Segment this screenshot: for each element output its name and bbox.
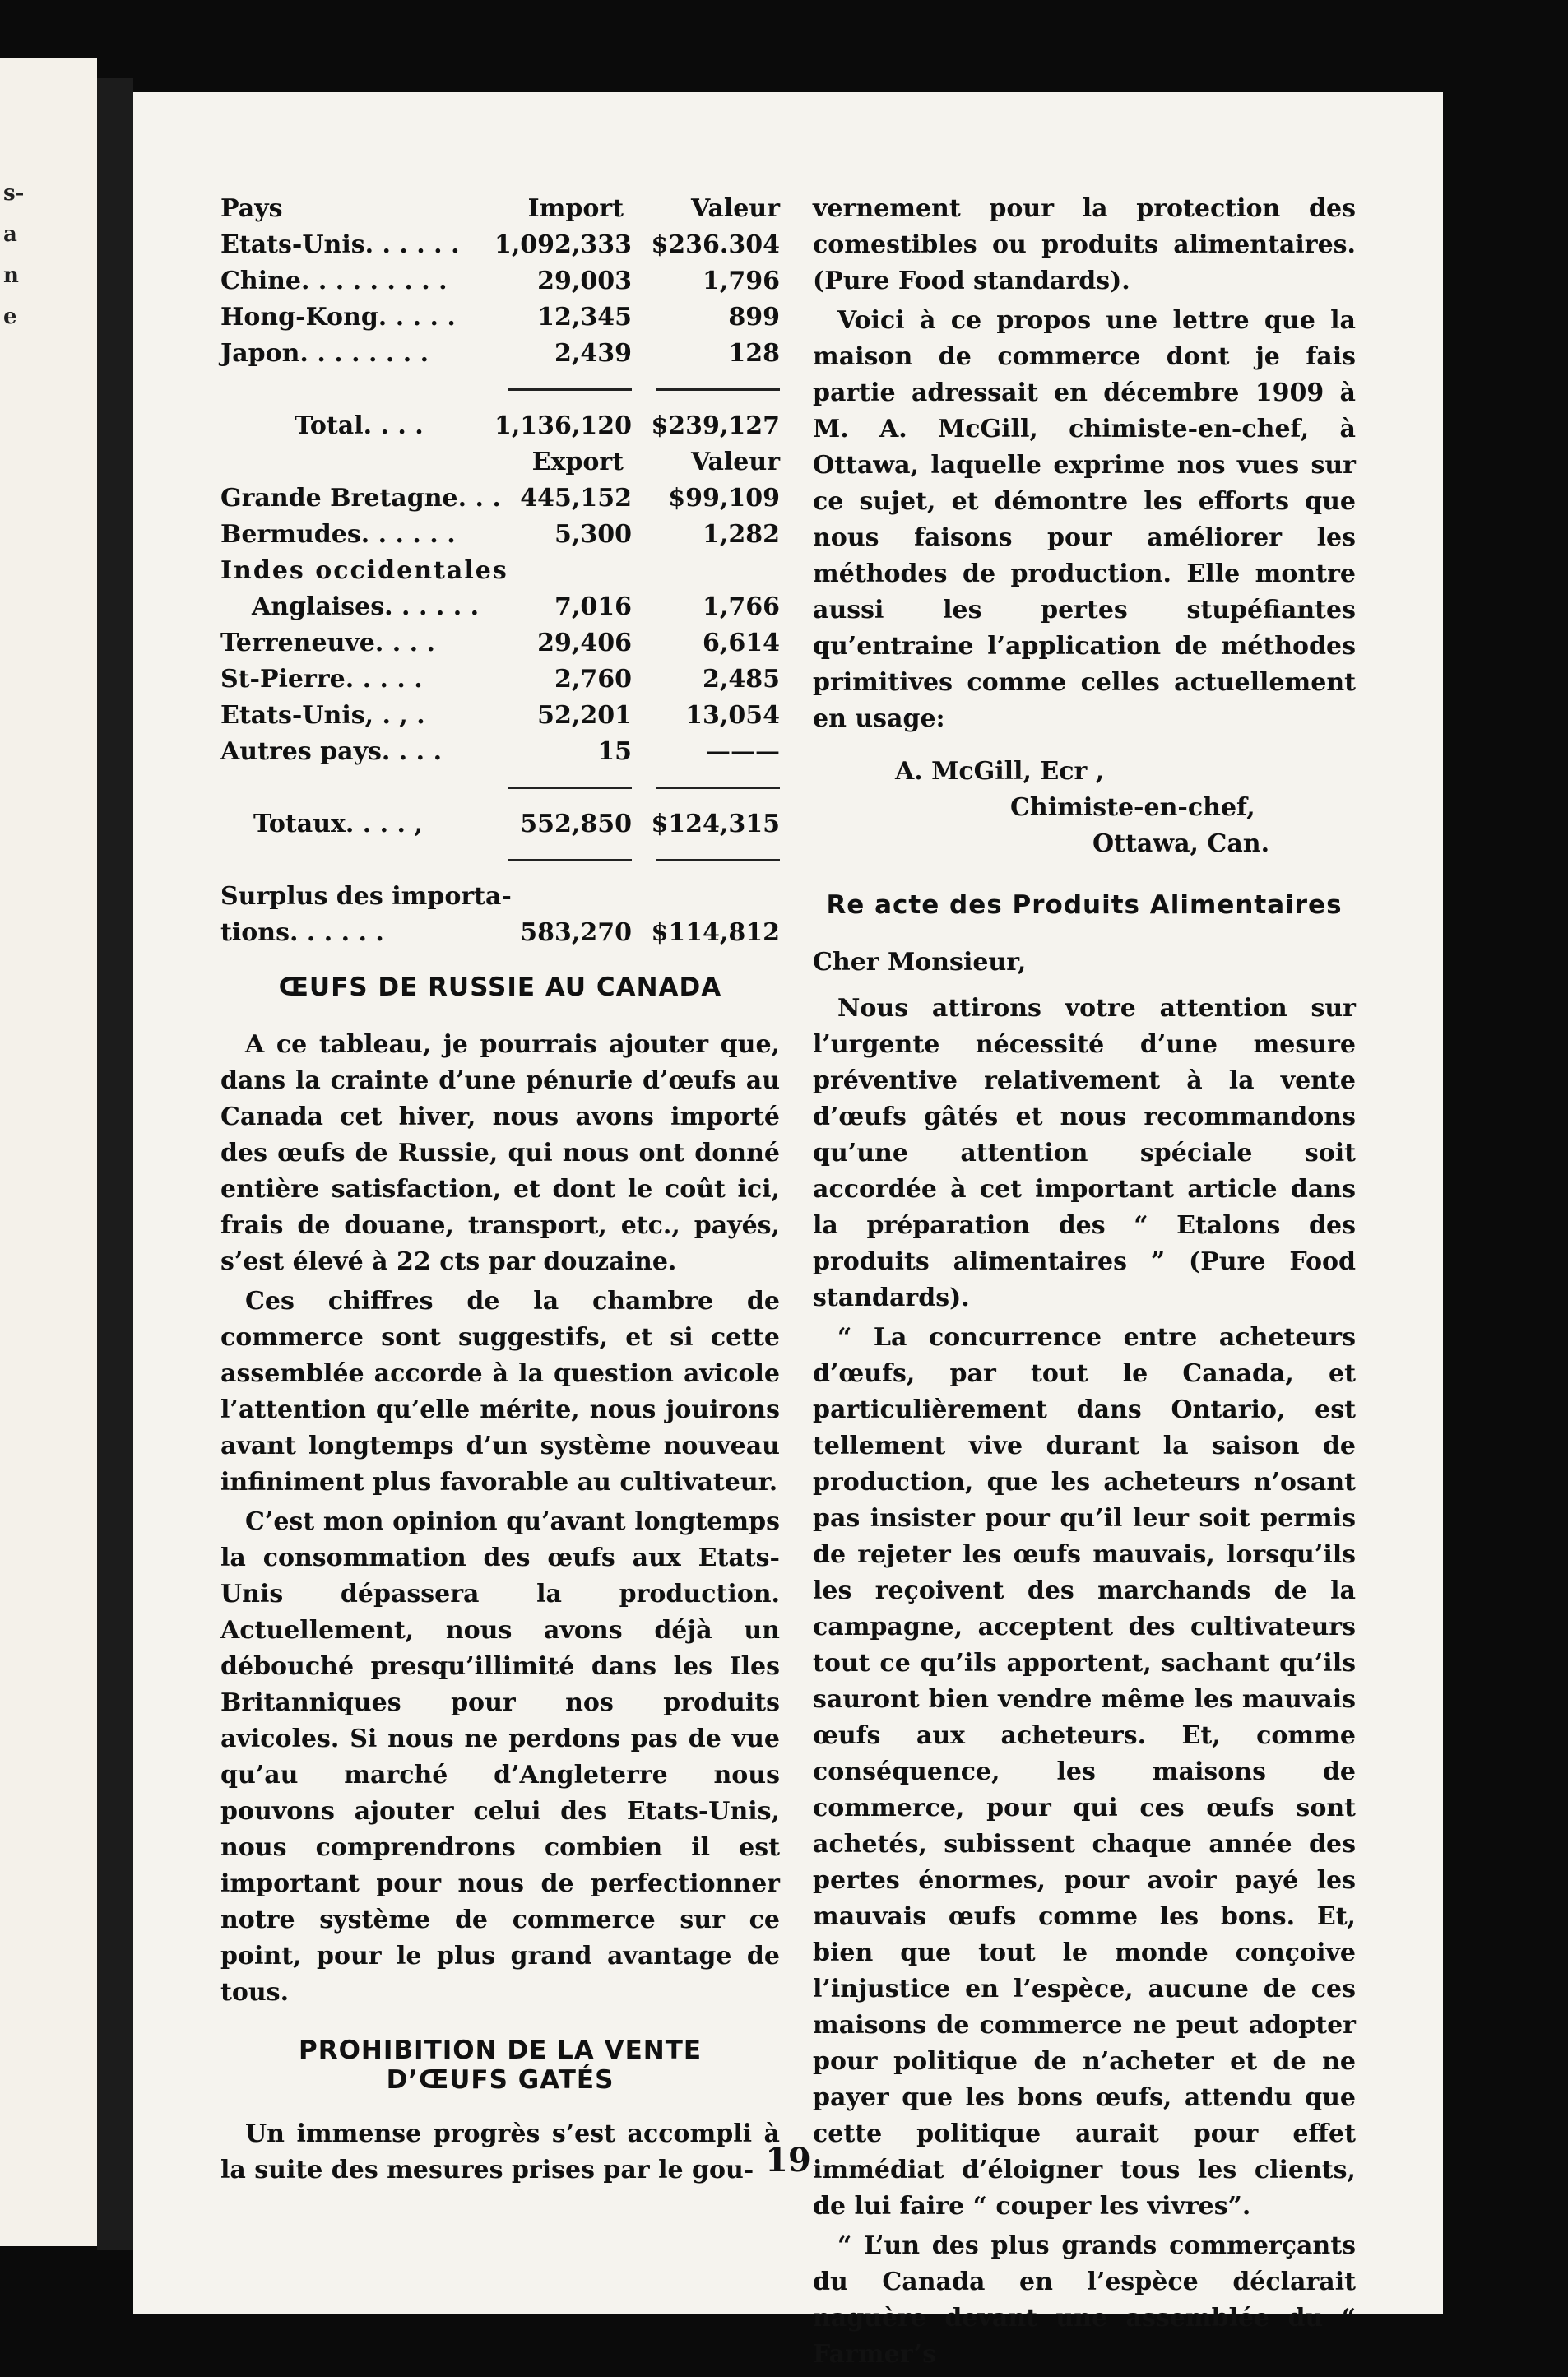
edge-char: n	[3, 263, 19, 288]
letter-address: Chimiste-en-chef,	[1010, 793, 1255, 822]
paragraph: “ La concurrence entre acheteurs d’œufs, par tout le Canada, et particulièrement dans Ontario, est tellement vive durant la saison de production, que les acheteurs n’osant pas insister pour qu’il leur soit permis de rejeter les œufs mauvais, lorsqu’ils les reçoivent des marchands de la campagne, acceptent des cultivateurs tout ce qu’ils apportent, sachant qu’ils sauront bien vendre même les mauvais œufs aux acheteurs. Et, comme conséquence, les maisons de commerce, pour qui ces œufs sont achetés, subissent chaque année des pertes énormes, pour avoir payé les mauvais œufs comme les bons. Et, bien que tout le monde conçoive l’injustice en l’espèce, aucune de ces maisons de commerce ne peut adopter pour politique de n’acheter et de ne payer que les bons œufs, attendu que cette politique aurait pour effet immédiat d’éloigner tous les clients, de lui faire “ couper les vivres”.	[813, 1323, 1356, 2221]
paragraph: Nous attirons votre attention sur l’urgente nécessité d’une mesure préventive relativement à la vente d’œufs gâtés et nous recommandons qu’une attention spéciale soit accordée à cet important article dans la préparation des “ Etalons des produits alimentaires ” (Pure Food standards).	[813, 994, 1356, 1312]
adjacent-page-edge	[0, 58, 97, 2246]
paragraph: Un immense progrès s’est accompli à la suite des mesures prises par le gou-	[220, 2119, 780, 2184]
table-rule	[508, 388, 632, 391]
row-value: 899	[728, 303, 780, 332]
row-export: 5,300	[554, 520, 632, 549]
page-number: 19	[765, 2141, 811, 2180]
edge-char: a	[3, 222, 17, 247]
row-import: 12,345	[537, 303, 632, 332]
row-export: 29,406	[537, 629, 632, 657]
header-export: Export	[531, 448, 624, 476]
surplus-value: $114,812	[651, 918, 780, 947]
edge-char: s-	[3, 181, 25, 206]
book-spine	[97, 78, 133, 2250]
document-page	[133, 92, 1443, 2369]
table-row	[220, 589, 780, 625]
section-heading: ŒUFS DE RUSSIE AU CANADA	[278, 973, 722, 1002]
table-row	[220, 698, 780, 734]
table-rule	[656, 787, 780, 789]
table-row	[220, 481, 780, 517]
paragraph: C’est mon opinion qu’avant longtemps la consommation des œufs aux Etats-Unis dépassera la production. Actuellement, nous avons déjà un débouché presqu’illimité dans les Iles Britanniques pour nos produits avicoles. Si nous ne perdons pas de vue qu’au marché d’Angleterre nous pouvons ajouter celui des Etats-Unis, nous comprendrons combien il est important pour nous de perfectionner notre système de commerce sur ce point, pour le plus grand avantage de tous.	[220, 1507, 780, 2007]
row-value: 6,614	[703, 629, 780, 657]
row-value: 1,766	[703, 592, 780, 621]
table-row	[220, 336, 780, 372]
row-import: 1,092,333	[494, 230, 632, 259]
paragraph: A ce tableau, je pourrais ajouter que, dans la crainte d’une pénurie d’œufs au Canada cet hiver, nous avons importé des œufs de Russie, qui nous ont donné entière satisfaction, et dont le coût ici, frais de douane, transport, etc., payés, s’est élevé à 22 cts par douzaine.	[220, 1030, 780, 1276]
surplus-row	[220, 879, 780, 915]
header-value: Valeur	[690, 448, 780, 476]
row-label: St-Pierre. . . . .	[220, 665, 423, 694]
row-value: 13,054	[685, 701, 780, 730]
export-header	[220, 444, 780, 481]
row-label: Chine. . . . . . . . .	[220, 267, 448, 295]
trade-table	[220, 191, 780, 951]
right-column	[813, 191, 1356, 2376]
row-label: Indes occidentales	[220, 556, 508, 585]
table-rule	[656, 388, 780, 391]
table-rule-row	[220, 372, 780, 408]
header-value: Valeur	[690, 194, 780, 223]
row-label: Grande Bretagne. . .	[220, 484, 501, 513]
table-rule-row	[220, 770, 780, 806]
total-import: 1,136,120	[494, 411, 632, 440]
header-country: Pays	[220, 194, 283, 223]
table-rule	[508, 787, 632, 789]
table-row	[220, 734, 780, 770]
row-value: 2,485	[703, 665, 780, 694]
row-value: 128	[728, 339, 780, 368]
row-export: 445,152	[520, 484, 632, 513]
total-label: Totaux. . . . ,	[253, 810, 423, 838]
table-row	[220, 517, 780, 553]
row-label: Etats-Unis. . . . . .	[220, 230, 460, 259]
row-value: ———	[706, 737, 780, 766]
letter-subject: Re acte des Produits Alimentaires	[826, 890, 1343, 920]
row-label: Etats-Unis, . , .	[220, 701, 425, 730]
paragraph: “ L’un des plus grands commerçants du Canada en l’espèce déclarait naguère devant une assemblée du “ Farmer’s	[813, 2231, 1356, 2369]
total-label: Total. . . .	[295, 411, 424, 440]
letter-address: A. McGill, Ecr ,	[895, 757, 1105, 786]
row-label: Hong-Kong. . . . .	[220, 303, 456, 332]
table-row	[220, 662, 780, 698]
table-rule	[656, 859, 780, 861]
row-export: 52,201	[537, 701, 632, 730]
paragraph: vernement pour la protection des comestibles ou produits alimentaires. (Pure Food standards).	[813, 194, 1356, 295]
heading-line: PROHIBITION DE LA VENTE	[298, 2036, 703, 2065]
row-import: 29,003	[537, 267, 632, 295]
paragraph: Ces chiffres de la chambre de commerce sont suggestifs, et si cette assemblée accorde à la question avicole l’attention qu’elle mérite, nous jouirons avant longtemps d’un système nouveau infiniment plus favorable au cultivateur.	[220, 1287, 780, 1497]
paragraph: Voici à ce propos une lettre que la maison de commerce dont je fais partie adressait en décembre 1909 à M. A. McGill, chimiste-en-chef, à Ottawa, laquelle exprime nos vues sur ce sujet, et démontre les efforts que nous faisons pour améliorer les méthodes de production. Elle montre aussi les pertes stupéfiantes qu’entraine l’application de méthodes primitives comme celles actuellement en usage:	[813, 306, 1356, 733]
export-total-row	[220, 806, 780, 843]
table-row	[220, 227, 780, 263]
table-row	[220, 625, 780, 662]
row-import: 2,439	[554, 339, 632, 368]
table-rule	[508, 859, 632, 861]
row-label: Japon. . . . . . . .	[220, 339, 429, 368]
row-label: Autres pays. . . .	[220, 737, 443, 766]
row-export: 2,760	[554, 665, 632, 694]
row-value: 1,282	[703, 520, 780, 549]
surplus-import: 583,270	[520, 918, 632, 947]
row-value: 1,796	[703, 267, 780, 295]
section-heading	[220, 2036, 780, 2095]
row-label: Bermudes. . . . . .	[220, 520, 456, 549]
surplus-label: tions. . . . . .	[220, 918, 384, 947]
left-column	[220, 191, 780, 2192]
header-import: Import	[527, 194, 624, 223]
letter-salutation: Cher Monsieur,	[813, 948, 1027, 977]
total-value: $124,315	[651, 810, 780, 838]
table-header	[220, 191, 780, 227]
row-value: $99,109	[668, 484, 780, 513]
row-value: $236.304	[651, 230, 780, 259]
table-row	[220, 299, 780, 336]
letter-address: Ottawa, Can.	[1092, 829, 1270, 858]
edge-char: e	[3, 304, 17, 329]
table-row	[220, 263, 780, 299]
heading-line: D’ŒUFS GATÉS	[386, 2065, 615, 2095]
row-export: 7,016	[554, 592, 632, 621]
import-total-row	[220, 408, 780, 444]
total-export: 552,850	[520, 810, 632, 838]
table-row	[220, 553, 780, 589]
surplus-label: Surplus des importa-	[220, 882, 512, 911]
table-rule-row	[220, 843, 780, 879]
surplus-row	[220, 915, 780, 951]
row-export: 15	[597, 737, 632, 766]
row-label: Anglaises. . . . . .	[252, 592, 480, 621]
total-value: $239,127	[651, 411, 780, 440]
row-label: Terreneuve. . . .	[220, 629, 436, 657]
